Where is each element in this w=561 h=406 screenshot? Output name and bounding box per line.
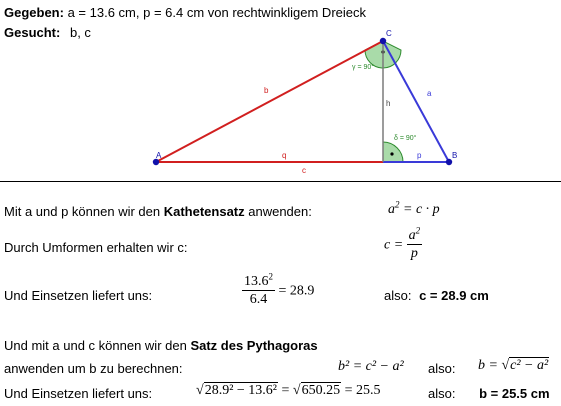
step4-line1 (4, 338, 318, 353)
step2-fraction (407, 225, 423, 263)
step1-theorem-name: Kathetensatz (163, 204, 245, 219)
height-h-label: h (386, 99, 391, 108)
step3-numerator: 13.6 (244, 274, 269, 289)
step5-radicand2: 650.25 (301, 383, 341, 398)
step1-text-a: Mit a und p können wir den (4, 204, 164, 219)
step5-radicand1: 28.9² − 13.6² (204, 383, 277, 398)
side-a-label: a (427, 89, 432, 98)
step1-formula-lhs: a (388, 202, 395, 217)
angle-gamma-label: γ = 90° (352, 64, 375, 71)
step4-also-label: also: (428, 361, 456, 376)
side-c-label: c (302, 166, 306, 175)
step3-text: Und Einsetzen liefert uns: (4, 288, 153, 303)
angle-delta-dot (390, 152, 393, 155)
step5-text: Und Einsetzen liefert uns: (4, 386, 153, 401)
step3-denominator: 6.4 (249, 292, 268, 307)
step5-conclusion (428, 386, 550, 401)
given-value: a = 13.6 cm, p = 6.4 cm von rechtwinkligem Dreieck (67, 5, 366, 20)
step5-sqrt2: √650.25 (292, 383, 341, 398)
step2-text: Durch Umformen erhalten wir c: (4, 240, 188, 255)
sought-value: b, c (69, 25, 91, 40)
step4-sqrt: √c² − a² (501, 358, 549, 373)
step4-text-a: Und mit a und c können wir den (4, 338, 191, 353)
step3-formula (242, 271, 315, 309)
angle-delta-label: δ = 90° (394, 135, 417, 142)
step4-theorem-name: Satz des Pythagoras (190, 338, 318, 353)
step4-sqrt-radicand: c² − a² (510, 358, 549, 373)
step1-text-b: anwenden: (244, 204, 312, 219)
segment-q-label: q (282, 151, 287, 160)
step5-formula (196, 383, 380, 399)
side-a-line (383, 41, 449, 162)
step2-numerator: a (408, 228, 416, 243)
vertex-c-point (380, 38, 386, 44)
step4-line2: anwenden um b zu berechnen: (4, 361, 183, 376)
side-b-line (156, 41, 383, 162)
step3-result: = 28.9 (278, 283, 315, 299)
given-label: Gegeben: (4, 5, 64, 20)
vertex-a-label: A (156, 151, 162, 160)
step1-formula-exp: 2 (395, 199, 400, 210)
step5-equals1: = (277, 383, 293, 398)
step3-numerator-exp: 2 (268, 271, 273, 282)
step2-denominator: p (410, 246, 418, 261)
step5-sqrt1: √28.9² − 13.6² (196, 383, 277, 398)
step2-formula-lhs: c = (384, 237, 407, 253)
step4-formula2-lhs: b = (478, 358, 502, 373)
vertex-b-label: B (452, 151, 458, 160)
step1-formula-rhs: = c · p (399, 202, 440, 217)
step5-also-label: also: (428, 386, 456, 401)
step3-result-bold: c = 28.9 cm (419, 288, 489, 303)
step1-text (4, 204, 312, 219)
angle-delta-marker (383, 142, 403, 162)
step3-fraction (242, 271, 275, 309)
step3-conclusion (384, 288, 489, 303)
sought-label: Gesucht: (4, 25, 61, 40)
vertex-c-label: C (386, 29, 392, 38)
triangle-figure (0, 0, 561, 182)
step4-formula2 (478, 358, 549, 374)
section-divider (0, 181, 561, 182)
step2-numerator-exp: 2 (415, 225, 421, 236)
side-b-label: b (264, 86, 269, 95)
segment-p-label: p (417, 151, 422, 160)
step3-also-label: also: (384, 288, 412, 303)
step4-formula: b² = c² − a² (338, 359, 404, 374)
step2-formula (384, 225, 422, 263)
step5-result-bold: b = 25.5 cm (479, 386, 550, 401)
step1-formula (388, 199, 440, 218)
step5-equals2: = 25.5 (341, 383, 381, 398)
